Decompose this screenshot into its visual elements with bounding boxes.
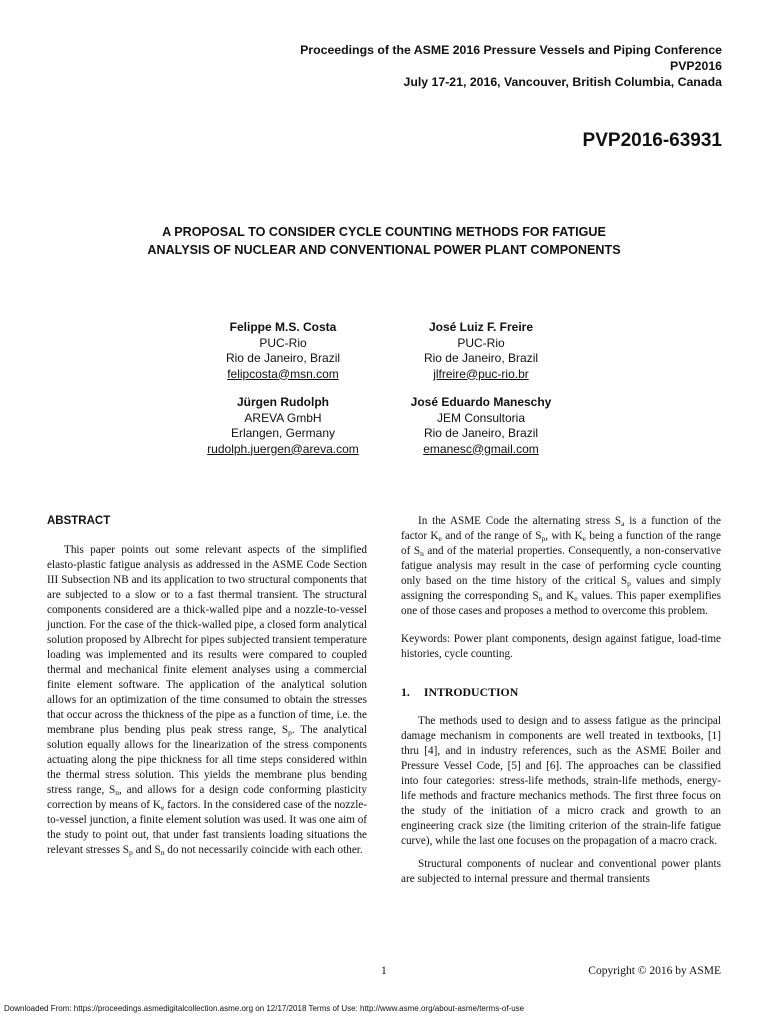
author-block	[178, 320, 388, 382]
copyright: Copyright © 2016 by ASME	[588, 965, 721, 977]
author-affiliation: PUC-Rio	[457, 335, 505, 350]
author-email[interactable]: emanesc@gmail.com	[423, 441, 539, 456]
paper-id: PVP2016-63931	[582, 130, 722, 151]
conference-dates: July 17-21, 2016, Vancouver, British Columbia, Canada	[403, 75, 722, 89]
author-affiliation: AREVA GmbH	[244, 410, 322, 425]
introduction-paragraph: Structural components of nuclear and conventional power plants are subjected to internal pressure and thermal transients	[401, 858, 721, 885]
author-name: José Luiz F. Freire	[428, 320, 534, 334]
author-location: Rio de Janeiro, Brazil	[423, 351, 539, 365]
conference-name: Proceedings of the ASME 2016 Pressure Vessels and Piping Conference	[300, 43, 722, 57]
author-name: Jürgen Rudolph	[237, 395, 329, 409]
right-column	[401, 514, 721, 887]
author-email[interactable]: jlfreire@puc-rio.br	[433, 366, 529, 381]
author-location: Rio de Janeiro, Brazil	[423, 426, 539, 440]
download-footer: Downloaded From: https://proceedings.asmedigitalcollection.asme.org on 12/17/2018 Terms of Use: http://www.asme.org/about-asme/terms-of-use	[4, 1004, 525, 1013]
author-location: Erlangen, Germany	[230, 426, 336, 440]
author-block	[376, 395, 586, 457]
conference-code: PVP2016	[670, 59, 722, 73]
title-line-1: A PROPOSAL TO CONSIDER CYCLE COUNTING METHODS FOR FATIGUE	[162, 225, 606, 239]
title-line-2: ANALYSIS OF NUCLEAR AND CONVENTIONAL POWER PLANT COMPONENTS	[147, 243, 621, 257]
author-name: José Eduardo Maneschy	[410, 395, 552, 409]
author-name: Felippe M.S. Costa	[229, 320, 337, 334]
page-number: 1	[381, 965, 387, 977]
author-affiliation: PUC-Rio	[259, 335, 307, 350]
author-email[interactable]: felipcosta@msn.com	[227, 366, 339, 381]
author-affiliation: JEM Consultoria	[436, 410, 526, 425]
keywords: Keywords: Power plant components, design against fatigue, load-time histories, cycle counting.	[401, 633, 721, 660]
author-location: Rio de Janeiro, Brazil	[225, 351, 341, 365]
paper-title	[60, 223, 708, 259]
abstract-paragraph: This paper points out some relevant aspects of the simplified elasto-plastic fatigue analysis as addressed in the ASME Code Section III Subsection NB and its application to two structural components that are subjected to a slow or to a fast thermal transient. The structural components considered are a thick-walled pipe and a nozzle-to-vessel junction. For the case of the thick-walled pipe, a closed form analytical solution proposed by Albrecht for pipes subjected transient temperature loading was implemented and its results were compared to coupled thermal and mechanical finite element analyses using a commercial finite element software. The application of the analytical solution allows for an optimization of the time consumed to obtain the stresses that occur across the thickness of the pipe as a function of time, i.e. the membrane plus bending plus peak stress range, $S_p$. The analytical solution equally allows for the linearization of the stress components actuating along the pipe thickness for all time steps considered within the thermal stress solution. This yields the membrane plus bending stress range, $S_n$, and allows for a design code conforming plasticity correction by means of $K_e$ factors. In the considered case of the nozzle-to-vessel junction, a finite element solution was used. It was one aim of the study to point out, that under fast transients loading situations the relevant stresses $S_p$ and $S_n$ do not necessarily coincide with each other.	[47, 544, 368, 857]
conference-header	[122, 42, 722, 90]
author-block	[376, 320, 586, 382]
introduction-paragraph: The methods used to design and to assess fatigue as the principal damage mechanism in components are well treated in textbooks, [1] thru [4], and in industry references, such as the ASME Boiler and Pressure Vessel Code, [5] and [6]. The approaches can be classified into four categories: stress-life methods, strain-life methods, energy-life methods and fracture mechanics methods. The first three focus on the study of the initiation of a micro crack and growth to an engineering crack size (the limiting criterion of the strain-life fatigue curve), while the last one focuses on the propagation of a macro crack.	[401, 715, 721, 847]
section-heading: 1. INTRODUCTION	[401, 685, 519, 699]
author-block	[178, 395, 388, 457]
abstract-continuation: In the ASME Code the alternating stress $S_a$ is a function of the factor $K_e$ and of the range of $S_p$, with $K_e$ being a function of the range of $S_n$ and of the material properties. Consequently, a non-conservative fatigue analysis may result in the case of performing cycle counting only based on the time history of the critical $S_p$ values and simply assigning the corresponding $S_n$ and $K_e$ values. This paper exemplifies one of those cases and proposes a method to overcome this problem.	[401, 515, 721, 617]
author-email[interactable]: rudolph.juergen@areva.com	[207, 441, 359, 456]
abstract-heading: ABSTRACT	[47, 515, 111, 527]
left-column	[47, 514, 367, 858]
